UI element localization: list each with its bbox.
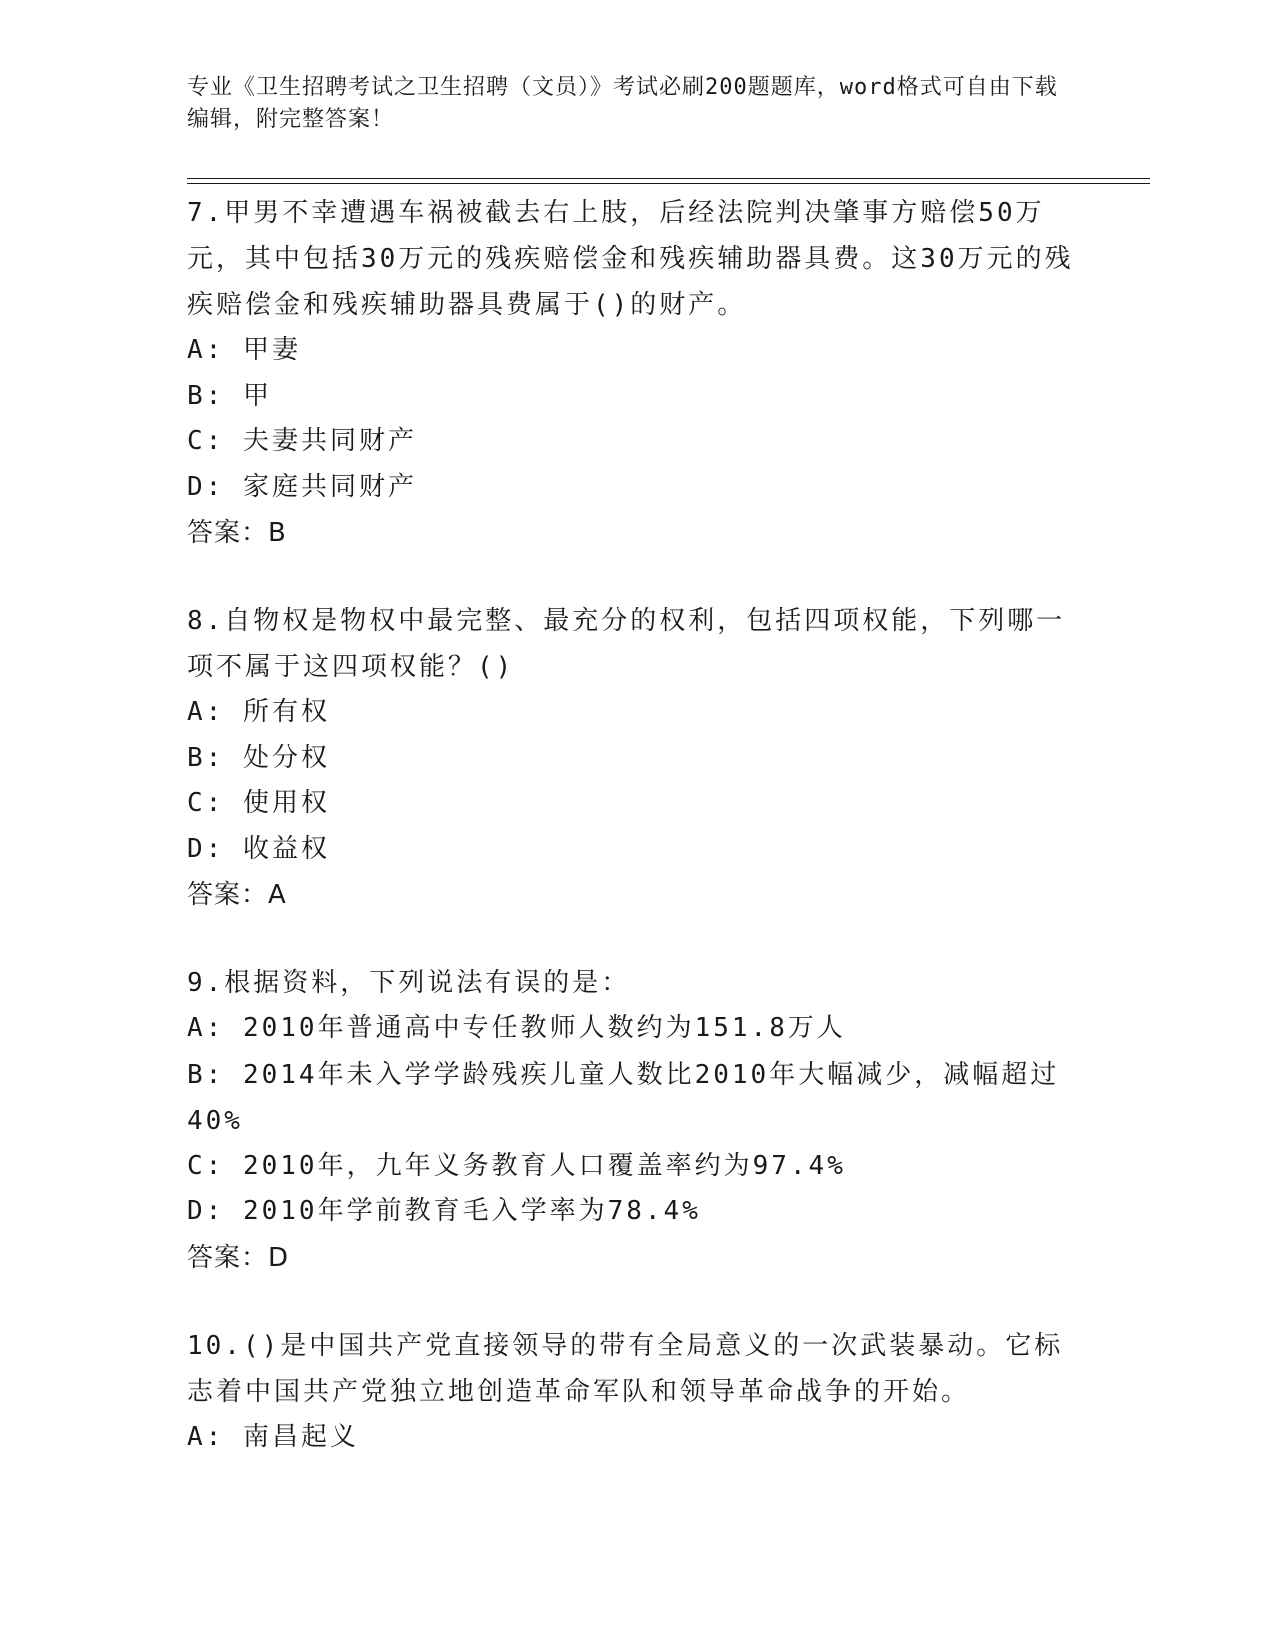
option-b — [187, 374, 1087, 420]
option-text: 2010年，九年义务教育人口覆盖率约为97.4% — [242, 1150, 846, 1181]
question-9 — [187, 960, 1087, 1281]
option-a — [187, 690, 1087, 736]
option-letter: A: — [187, 697, 225, 727]
option-text: 所有权 — [242, 697, 330, 727]
option-text: 2014年未入学学龄残疾儿童人数比2010年大幅减少，减幅超过40% — [187, 1059, 1060, 1136]
option-c — [187, 419, 1087, 465]
option-text: 甲 — [242, 380, 272, 411]
header-divider-bottom — [187, 183, 1150, 184]
option-letter: B: — [187, 380, 225, 411]
option-letter: C: — [187, 788, 225, 818]
option-d — [187, 465, 1087, 511]
option-text: 夫妻共同财产 — [242, 426, 417, 456]
option-d — [187, 827, 1087, 873]
option-text: 家庭共同财产 — [242, 471, 417, 502]
question-text: 7.甲男不幸遭遇车祸被截去右上肢，后经法院判决肇事方赔偿50万元，其中包括30万元的残疾赔偿金和残疾辅助器具费。这30万元的残疾赔偿金和残疾辅助器具费属于()的财产。 — [187, 198, 1074, 320]
option-c — [187, 781, 1087, 827]
answer-text: 答案：A — [187, 880, 287, 910]
document-header: 专业《卫生招聘考试之卫生招聘（文员）》考试必刷200题题库，word格式可自由下载编辑，附完整答案！ — [187, 75, 1058, 132]
option-a — [187, 328, 1087, 374]
option-c — [187, 1144, 1087, 1190]
answer-text: 答案：B — [187, 518, 287, 548]
option-text: 使用权 — [242, 788, 330, 818]
option-letter: D: — [187, 1196, 225, 1226]
question-text: 9.根据资料，下列说法有误的是： — [187, 968, 631, 998]
option-text: 2010年普通高中专任教师人数约为151.8万人 — [242, 1013, 846, 1043]
option-letter: A: — [187, 1013, 225, 1043]
option-text: 处分权 — [242, 742, 330, 773]
option-letter: C: — [187, 1150, 225, 1181]
option-letter: D: — [187, 471, 225, 502]
question-text: 8.自物权是物权中最完整、最充分的权利，包括四项权能，下列哪一项不属于这四项权能？() — [187, 606, 1066, 682]
question-list — [187, 190, 1087, 1502]
option-letter: A: — [187, 335, 225, 365]
option-letter: B: — [187, 1059, 225, 1090]
option-b — [187, 1052, 1087, 1144]
question-7 — [187, 190, 1087, 556]
question-10 — [187, 1323, 1087, 1461]
option-d — [187, 1189, 1087, 1235]
option-a — [187, 1006, 1087, 1052]
option-letter: C: — [187, 426, 225, 456]
answer-text: 答案：D — [187, 1242, 290, 1273]
option-text: 甲妻 — [242, 335, 301, 365]
option-letter: B: — [187, 742, 225, 773]
question-text: 10.()是中国共产党直接领导的带有全局意义的一次武装暴动。它标志着中国共产党独立地创造革命军队和领导革命战争的开始。 — [187, 1330, 1064, 1407]
option-b — [187, 736, 1087, 782]
option-text: 2010年学前教育毛入学率为78.4% — [242, 1196, 701, 1226]
question-8 — [187, 598, 1087, 918]
option-letter: D: — [187, 833, 225, 864]
option-letter: A: — [187, 1421, 225, 1452]
option-a — [187, 1415, 1087, 1461]
option-text: 收益权 — [242, 833, 330, 864]
option-text: 南昌起义 — [242, 1421, 359, 1452]
header-divider-top — [187, 178, 1150, 179]
